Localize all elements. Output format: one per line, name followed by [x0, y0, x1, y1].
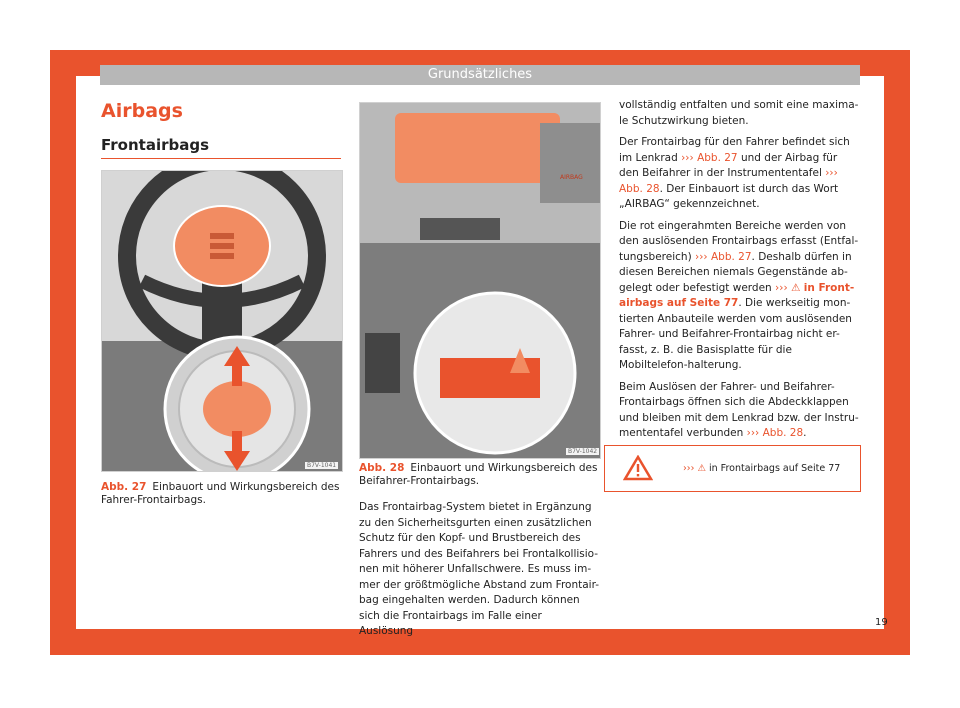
- ref-arrow: ›››: [746, 427, 760, 439]
- figure-28-image: [359, 102, 601, 459]
- figure-28-caption-text: Einbauort und Wirkungsbereich des Beifahrer-Frontairbags.: [359, 462, 598, 487]
- column-3-text: [619, 98, 859, 448]
- subtitle-rule: [101, 158, 341, 159]
- dashboard-airbag-label: AIRBAG: [560, 174, 583, 181]
- warning-icon: ⚠: [791, 281, 801, 294]
- page-number: 19: [875, 617, 888, 628]
- ref-arrow: ›››: [695, 250, 708, 263]
- figure-27-caption-text: Einbauort und Wirkungsbereich des Fahrer-Frontairbags.: [101, 481, 340, 506]
- section-title: Airbags: [101, 100, 183, 122]
- paragraph-deployment-area: Die rot eingerahmten Bereiche werden von den auslösenden Frontairbags erfasst (Entfal-tungsbereich) ››› Abb. 27. Deshalb dürfen in diesen Bereichen niemals Gegenstände ab-gelegt oder befestigt werden ››› ⚠ in Front-airbags auf Seite 77. Die werkseitig mon-tierten Anbauteile werden vom auslösenden Fahrer- und Beifahrer-Frontairbag nicht er-fasst, z. B. die Basisplatte für die Mobiltelefon-halterung.: [619, 219, 859, 371]
- ref-abb-28[interactable]: Abb. 28: [762, 427, 804, 439]
- paragraph-continuation: vollständig entfalten und somit eine maxima-le Schutzwirkung bieten.: [619, 99, 859, 127]
- dashboard-illustration: [360, 103, 600, 458]
- ref-abb-27[interactable]: Abb. 27: [710, 250, 752, 263]
- warning-mini-icon: ⚠: [697, 463, 706, 474]
- chapter-header: Grundsätzliches: [100, 65, 860, 85]
- figure-27-caption: [101, 481, 341, 507]
- paragraph-location: Der Frontairbag für den Fahrer befindet sich im Lenkrad ››› Abb. 27 und der Airbag für den Beifahrer in der Instrumententafel ››› Abb. 28. Der Einbauort ist durch das Wort „AIRBAG“ gekennzeichnet.: [619, 136, 850, 210]
- steering-wheel-illustration: [102, 171, 342, 471]
- ref-arrow: ›››: [825, 167, 838, 179]
- ref-abb-28[interactable]: Abb. 28: [619, 182, 660, 195]
- figure-27-code: B7V-1041: [307, 462, 337, 469]
- figure-28-code: B7V-1042: [568, 448, 598, 455]
- warning-link[interactable]: in Front-airbags auf Seite 77: [619, 281, 855, 309]
- figure-28-caption: [359, 462, 599, 488]
- figure-27-image: [101, 170, 343, 472]
- ref-arrow: ›››: [775, 281, 788, 294]
- paragraph-covers: Beim Auslösen der Fahrer- und Beifahrer-Frontairbags öffnen sich die Abdeckklappen und bleiben mit dem Lenkrad bzw. der Instru-mententafel verbunden ››› Abb. 28.: [619, 380, 859, 439]
- figure-27-label: Abb. 27: [101, 481, 147, 493]
- warning-box: [604, 445, 861, 492]
- ref-abb-27[interactable]: Abb. 27: [697, 151, 738, 164]
- figure-28-label: Abb. 28: [359, 462, 405, 474]
- section-subtitle: Frontairbags: [101, 136, 210, 154]
- ref-arrow: ›››: [681, 151, 694, 164]
- paragraph-system: Das Frontairbag-System bietet in Ergänzung zu den Sicherheitsgurten einen zusätzlichen Schutz für den Kopf- und Brustbereich des Fahrers und des Beifahrers bei Frontalkollisio-nen mit höherer Unfallschwere. Es muss im-mer der größtmögliche Abstand zum Frontair-bag eingehalten werden. Dadurch können sich die Frontairbags im Falle einer Auslösung: [359, 501, 600, 637]
- column-2-text: [359, 500, 599, 646]
- warning-ref: ››› ⚠ in Frontairbags auf Seite 77: [683, 463, 841, 474]
- warning-triangle-icon: [623, 455, 653, 481]
